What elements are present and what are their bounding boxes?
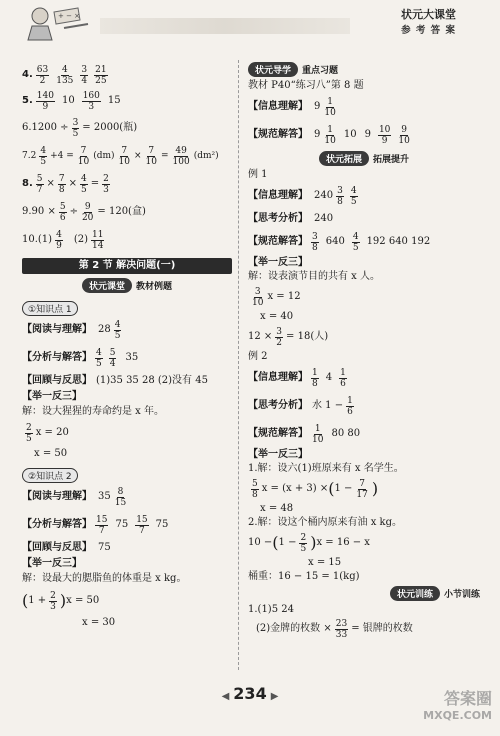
e1-example-label: 【举一反三】 [248,257,308,268]
r-info-row: 【信息理解】 9 1 10 [248,96,336,118]
training-pill-row [248,586,480,601]
k2-equation: ( 1 + $\frac{2}{3}$ ) x = 50 [22,590,100,612]
e2-info-row: 【信息理解】 1 8 4 1 6 [248,367,346,389]
k1-answer: x = 50 [34,448,68,459]
classroom-pill-row [22,278,232,293]
training-answer-2: (2)金牌的枚数 × $\frac{23}{33}$ = 银牌的枚数 [256,618,413,640]
textbook-reference: 教材 P40“练习八”第 8 题 [248,80,364,91]
training-pill-label: 小节训练 [443,590,480,600]
k1-equation: 2 5 x = 20 [26,422,69,444]
guide-pill-row [248,62,480,77]
answer-7: 7.2 4 5 +4 = $\frac{7}{10}$ (dm) $\frac{7}{10}$ × $\frac{7}{10}$ = $\frac{49}{100}$ (dm²) [22,145,219,167]
pill-label: 教材例题 [136,282,173,292]
example-2-label: 例 2 [248,351,268,362]
page-header [0,0,500,46]
section-title-bar: 第 2 节 解决问题(一) [22,258,232,274]
k2-review-row: 【回顾与反思】 75 [22,542,111,553]
k1-solution: 解：设大猩猩的寿命约是 x 年。 [22,406,164,417]
training-answer-1: 1.(1)5 24 [248,604,294,615]
e2-norm-row: 【规范解答】 1 10 80 80 [248,423,361,445]
next-triangle-icon: ▶ [270,691,279,702]
extend-pill-row [248,151,480,166]
e1-think-row: 【思考分析】 240 [248,213,334,224]
left-column [22,62,232,631]
e1-final: 12 × $\frac{3}{2}$ = 18(人) [248,326,329,348]
k2-solution: 解：设最大的腮脂鱼的体重是 x kg。 [22,573,187,584]
guide-pill: 状元导学 [248,62,298,77]
header-band [100,18,350,34]
classroom-pill: 状元课堂 [82,278,132,293]
e2-q2-equation: 10 − ( 1 − $\frac{2}{5}$ ) x = 16 − x [248,532,370,554]
knowledge-point-2: ②知识点 2 [22,464,232,483]
e1-norm-row: 【规范解答】 3 8 640 4 5 192 640 192 [248,231,431,253]
e2-q1-answer: x = 48 [260,503,294,514]
brand-subtitle: 参 考 答 案 [401,25,456,36]
prev-triangle-icon: ◀ [221,691,230,702]
answer-9: 9.90 × $\frac{5}{6}$ ÷ $\frac{9}{20}$ = 120(盒) [22,201,146,223]
watermark [423,690,492,724]
e2-q2-final: 桶重：16 − 15 = 1(kg) [248,571,360,582]
e1-answer: x = 40 [260,311,294,322]
e1-info-row: 【信息理解】 240 3 8 4 5 [248,185,357,207]
watermark-line2: MXQE.COM [423,709,492,722]
e1-equation: 3 10 x = 12 [252,286,301,308]
answer-6: 6.1200 ÷ $\frac{3}{5}$ = 2000(瓶) [22,117,138,139]
k1-review-row: 【回顾与反思】 (1)35 35 28 (2)没有 45 [22,375,208,386]
extend-pill-label: 拓展提升 [373,155,410,165]
r-norm-row: 【规范解答】 9 1 10 10 9 10 9 9 10 [248,124,410,146]
watermark-line1: 答案圈 [443,689,492,708]
answer-10: 10.(1) 4 9 (2) 11 14 [22,229,104,251]
training-pill: 状元训练 [390,586,440,601]
k2-read-row: 【阅读与理解】 35 8 15 [22,486,127,508]
extend-pill: 状元拓展 [319,151,369,166]
cartoon-logo-icon [18,2,98,42]
e2-think-row: 【思考分析】 水 1 − $\frac{1}{6}$ [248,395,353,417]
answer-8: 8. $\frac{5}{7}$ × $\frac{7}{8}$ × $\frac{4}{5}$ = $\frac{2}{3}$ [22,173,109,195]
e1-solution: 解：设表演节目的共有 x 人。 [248,271,380,282]
right-column [248,62,480,641]
svg-text:+ − ×: + − × [58,12,81,20]
e2-example-label: 【举一反三】 [248,449,308,460]
page-number: 234 [233,684,267,703]
e2-q1-equation: 5 8 x = (x + 3) × ( 1 − $\frac{7}{17}$ ) [252,478,379,500]
e2-q2-answer: x = 15 [308,557,342,568]
e2-q1: 1.解：设六(1)班原来有 x 名学生。 [248,463,404,474]
k1-example-label: 【举一反三】 [22,391,82,402]
knowledge-point-1: ①知识点 1 [22,297,232,316]
e2-q2: 2.解：设这个桶内原来有油 x kg。 [248,517,402,528]
example-1-label: 例 1 [248,169,268,180]
brand-title: 状元大课堂 [401,8,456,21]
column-divider [238,60,239,670]
guide-pill-label: 重点习题 [302,66,339,76]
k2-answer: x = 30 [82,617,116,628]
answer-4: 4. 63 2 4 135 3 4 21 25 [22,64,107,86]
k1-analysis-row: 【分析与解答】 4 5 5 4 35 [22,347,139,369]
answer-5: 5. 140 9 10 160 3 15 [22,90,121,112]
k1-read-row: 【阅读与理解】 28 4 5 [22,319,121,341]
k2-analysis-row: 【分析与解答】 15 7 75 15 7 75 [22,514,169,536]
k2-example-label: 【举一反三】 [22,558,82,569]
